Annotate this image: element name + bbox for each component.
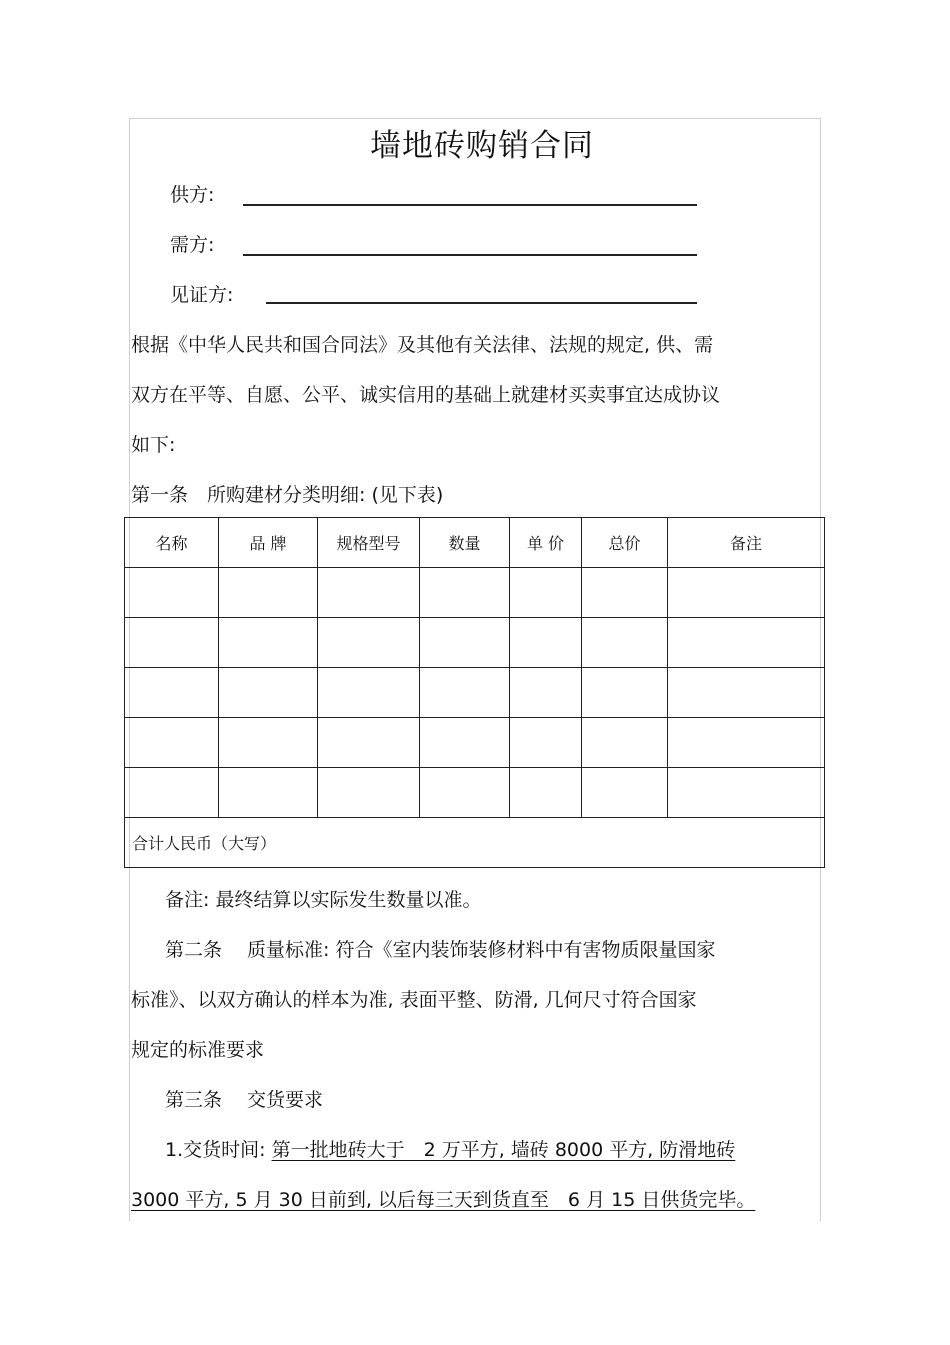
table-cell[interactable] <box>318 768 420 818</box>
table-cell[interactable] <box>668 568 825 618</box>
witness-blank-line[interactable] <box>266 302 697 304</box>
table-cell[interactable] <box>668 618 825 668</box>
table-cell[interactable] <box>668 768 825 818</box>
table-row <box>125 718 825 768</box>
table-cell[interactable] <box>582 568 668 618</box>
table-cell[interactable] <box>125 768 219 818</box>
witness-label: 见证方: <box>170 284 234 306</box>
table-cell[interactable] <box>318 618 420 668</box>
settlement-note: 备注: 最终结算以实际发生数量以准。 <box>165 889 482 911</box>
table-row <box>125 668 825 718</box>
table-cell[interactable] <box>420 668 510 718</box>
table-cell[interactable] <box>582 718 668 768</box>
table-cell[interactable] <box>420 718 510 768</box>
table-cell[interactable] <box>219 668 318 718</box>
header-name: 名称 <box>125 518 219 568</box>
table-cell[interactable] <box>318 568 420 618</box>
materials-table <box>124 517 825 868</box>
delivery-time-label: 1.交货时间: <box>165 1139 272 1161</box>
article-2-line-3: 规定的标准要求 <box>131 1039 265 1061</box>
delivery-time-line-1 <box>165 1135 735 1162</box>
table-total-row <box>125 818 825 868</box>
table-cell[interactable] <box>219 618 318 668</box>
table-cell[interactable] <box>510 718 582 768</box>
header-spec: 规格型号 <box>318 518 420 568</box>
table-cell[interactable] <box>125 668 219 718</box>
article-1-heading: 第一条 所购建材分类明细: (见下表) <box>131 484 444 506</box>
header-total-price: 总价 <box>582 518 668 568</box>
table-cell[interactable] <box>582 668 668 718</box>
header-quantity: 数量 <box>420 518 510 568</box>
delivery-time-line-2: 3000 平方, 5 月 30 日前到, 以后每三天到货直至 6 月 15 日供货完毕。 <box>131 1189 756 1211</box>
table-cell[interactable] <box>318 718 420 768</box>
total-amount-label[interactable]: 合计人民币（大写） <box>125 818 825 868</box>
table-cell[interactable] <box>510 668 582 718</box>
table-cell[interactable] <box>668 718 825 768</box>
table-cell[interactable] <box>125 618 219 668</box>
buyer-blank-line[interactable] <box>243 254 697 256</box>
table-cell[interactable] <box>125 718 219 768</box>
buyer-label: 需方: <box>170 234 215 256</box>
article-2-line-1: 第二条 质量标准: 符合《室内装饰装修材料中有害物质限量国家 <box>165 939 716 961</box>
table-cell[interactable] <box>510 618 582 668</box>
article-2-line-2: 标准》、以双方确认的样本为准, 表面平整、防滑, 几何尺寸符合国家 <box>131 989 697 1011</box>
header-unit-price: 单 价 <box>510 518 582 568</box>
table-cell[interactable] <box>582 768 668 818</box>
header-remarks: 备注 <box>668 518 825 568</box>
table-cell[interactable] <box>420 768 510 818</box>
table-cell[interactable] <box>420 618 510 668</box>
table-cell[interactable] <box>125 568 219 618</box>
table-cell[interactable] <box>582 618 668 668</box>
preamble-line-2: 双方在平等、自愿、公平、诚实信用的基础上就建材买卖事宜达成协议 <box>131 384 721 406</box>
table-header-row <box>125 518 825 568</box>
table-row <box>125 568 825 618</box>
table-cell[interactable] <box>318 668 420 718</box>
table-cell[interactable] <box>420 568 510 618</box>
table-cell[interactable] <box>668 668 825 718</box>
preamble-line-3: 如下: <box>131 434 176 456</box>
delivery-time-detail: 第一批地砖大于 2 万平方, 墙砖 8000 平方, 防滑地砖 <box>271 1139 736 1161</box>
document-title: 墙地砖购销合同 <box>370 128 594 164</box>
preamble-line-1: 根据《中华人民共和国合同法》及其他有关法律、法规的规定, 供、需 <box>131 334 714 356</box>
table-cell[interactable] <box>219 568 318 618</box>
table-row <box>125 618 825 668</box>
table-cell[interactable] <box>219 718 318 768</box>
header-brand: 品 牌 <box>219 518 318 568</box>
article-3-heading: 第三条 交货要求 <box>165 1089 324 1111</box>
table-cell[interactable] <box>510 568 582 618</box>
table-cell[interactable] <box>510 768 582 818</box>
table-row <box>125 768 825 818</box>
table-cell[interactable] <box>219 768 318 818</box>
supplier-blank-line[interactable] <box>243 204 697 206</box>
supplier-label: 供方: <box>170 184 215 206</box>
